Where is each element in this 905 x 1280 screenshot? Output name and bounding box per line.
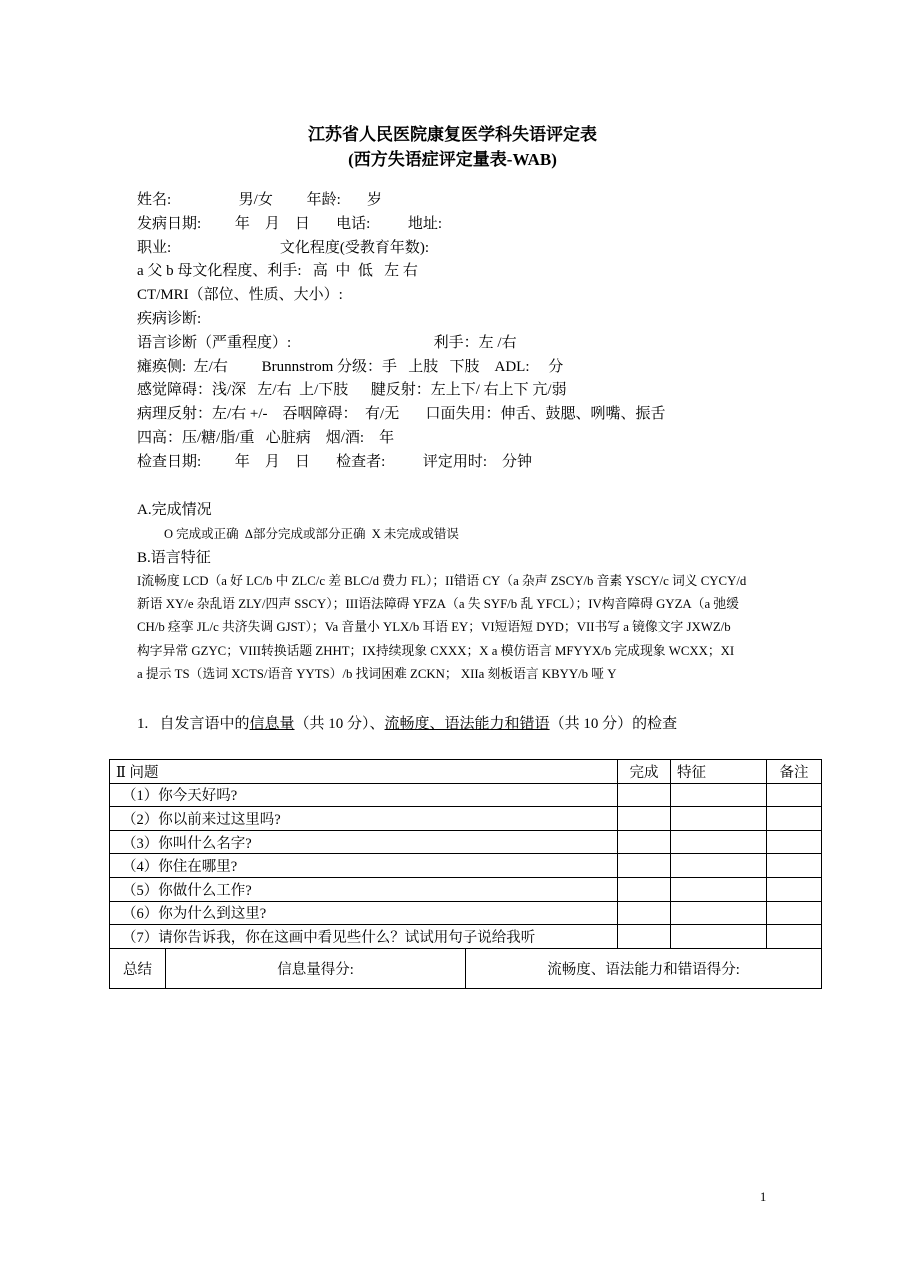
info-line-parents: a 父 b 母文化程度、利手: 高 中 低 左 右 [137,263,418,280]
feature-cell[interactable] [671,854,767,878]
info-line-risk-factors: 四高：压/糖/脂/重 心脏病 烟/酒: 年 [137,429,395,446]
underlined-fluency: 流畅度、语法能力和错语 [384,716,550,732]
complete-cell[interactable] [618,807,671,831]
summary-label: 总结 [110,948,166,988]
note-cell[interactable] [767,807,822,831]
feature-line: I流畅度 LCD（a 好 LC/b 中 ZLC/c 差 BLC/d 费力 FL）；II错语 CY（a 杂声 ZSCY/b 音素 YSCY/c 词义 CYCY/d [137,574,747,588]
page-subtitle: (西方失语症评定量表-WAB) [348,150,557,169]
info-line-onset: 发病日期: 年 月 日 电话: 地址: [137,215,443,232]
feature-cell[interactable] [671,830,767,854]
question-1-heading: 1. 自发言语中的信息量（共 10 分）、流畅度、语法能力和错语（共 10 分）的检查 [137,716,678,732]
info-line-occupation: 职业: 文化程度(受教育年数): [137,239,430,256]
info-line-exam-date: 检查日期: 年 月 日 检查者: 评定用时: 分钟 [137,453,533,470]
complete-cell[interactable] [618,854,671,878]
feature-line: a 提示 TS（选词 XCTS/语音 YYTS）/b 找词困难 ZCKN； XIIa 刻板语言 KBYY/b 哑 Y [137,666,617,681]
complete-cell[interactable] [618,830,671,854]
table-row [110,830,822,854]
patient-info-block [137,189,665,475]
complete-cell[interactable] [618,877,671,901]
info-line-paralysis: 瘫痪侧: 左/右 Brunnstrom 分级：手 上肢 下肢 ADL: 分 [137,358,564,375]
table-row [110,901,822,925]
info-line-diagnosis: 疾病诊断: [137,310,202,327]
info-score-field[interactable]: 信息量得分: [166,948,466,988]
feature-cell[interactable] [671,877,767,901]
table-header-row [110,760,822,784]
complete-cell[interactable] [618,901,671,925]
header-question: Ⅱ 问题 [110,760,618,784]
header-feature: 特征 [671,760,767,784]
complete-cell[interactable] [618,783,671,807]
table-row [110,807,822,831]
feature-line: 构字异常 GZYC；VIII转换话题 ZHHT；IX持续现象 CXXX；X a 模仿语言 MFYYX/b 完成现象 WCXX；XI [137,643,735,658]
feature-line: 新语 XY/e 杂乱语 ZLY/四声 SSCY）；III语法障碍 YFZA（a 失 SYF/b 乱 YFCL）；IV构音障碍 GYZA（a 弛缓 [137,597,739,612]
table-row [110,783,822,807]
question-cell: （4）你住在哪里? [110,854,618,878]
note-cell[interactable] [767,783,822,807]
info-line-pathologic-reflex: 病理反射：左/右 +/- 吞咽障碍： 有/无 口面失用：伸舌、鼓腮、咧嘴、振舌 [137,406,666,423]
info-line-name: 姓名: 男/女 年龄: 岁 [137,192,383,208]
question-number: 1. [137,716,149,732]
feature-cell[interactable] [671,925,767,949]
note-cell[interactable] [767,854,822,878]
note-cell[interactable] [767,877,822,901]
table-row [110,925,822,949]
note-cell[interactable] [767,830,822,854]
completion-legend: O 完成或正确 Δ部分完成或部分正确 X 未完成或错误 [164,527,459,541]
feature-cell[interactable] [671,807,767,831]
note-cell[interactable] [767,901,822,925]
feature-cell[interactable] [671,901,767,925]
page-number: 1 [760,1190,767,1204]
table-row [110,854,822,878]
assessment-table [109,759,822,989]
header-note: 备注 [767,760,822,784]
page-title: 江苏省人民医院康复医学科失语评定表 [308,125,597,144]
header-complete: 完成 [618,760,671,784]
summary-row [110,948,822,988]
info-line-imaging: CT/MRI（部位、性质、大小）: [137,287,343,304]
fluency-score-field[interactable]: 流畅度、语法能力和错语得分: [466,948,822,988]
question-cell: （2）你以前来过这里吗? [110,807,618,831]
note-cell[interactable] [767,925,822,949]
section-b-heading: B.语言特征 [137,550,211,566]
feature-cell[interactable] [671,783,767,807]
info-line-sensory: 感觉障碍：浅/深 左/右 上/下肢 腱反射：左上下/ 右上下 亢/弱 [137,382,567,399]
question-cell: （1）你今天好吗? [110,783,618,807]
question-cell: （7）请你告诉我，你在这画中看见些什么？试试用句子说给我听 [110,925,618,949]
section-a-heading: A.完成情况 [137,502,212,518]
info-line-language-diagnosis: 语言诊断（严重程度）: 利手：左 /右 [137,334,517,351]
table-row [110,877,822,901]
complete-cell[interactable] [618,925,671,949]
feature-line: CH/b 痉挛 JL/c 共济失调 GJST）；Va 音量小 YLX/b 耳语 EY；VI短语短 DYD；VII书写 a 镜像文字 JXWZ/b [137,620,731,635]
underlined-info-amount: 信息量 [249,716,295,732]
question-cell: （5）你做什么工作? [110,877,618,901]
language-features-text [137,570,777,686]
question-cell: （3）你叫什么名字? [110,830,618,854]
question-cell: （6）你为什么到这里? [110,901,618,925]
